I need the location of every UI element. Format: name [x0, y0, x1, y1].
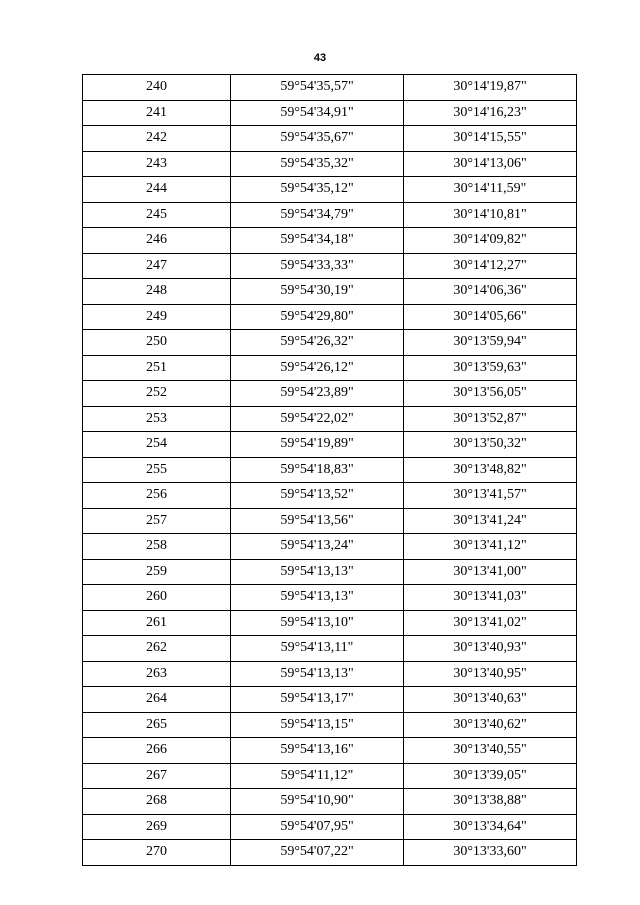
table-row [83, 304, 577, 330]
table-row [83, 126, 577, 152]
table-row [83, 100, 577, 126]
point-number-cell: 267 [83, 763, 231, 789]
longitude-cell: 30°13'40,93" [404, 636, 577, 662]
point-number-cell: 261 [83, 610, 231, 636]
longitude-cell: 30°13'39,05" [404, 763, 577, 789]
longitude-cell: 30°14'11,59" [404, 177, 577, 203]
longitude-cell: 30°14'05,66" [404, 304, 577, 330]
longitude-cell: 30°14'16,23" [404, 100, 577, 126]
table-row [83, 75, 577, 101]
table-row [83, 355, 577, 381]
latitude-cell: 59°54'10,90" [231, 789, 404, 815]
point-number-cell: 250 [83, 330, 231, 356]
longitude-cell: 30°13'59,94" [404, 330, 577, 356]
table-row [83, 177, 577, 203]
latitude-cell: 59°54'13,15" [231, 712, 404, 738]
latitude-cell: 59°54'13,17" [231, 687, 404, 713]
table-row [83, 712, 577, 738]
point-number-cell: 270 [83, 840, 231, 866]
table-row [83, 151, 577, 177]
table-row [83, 763, 577, 789]
point-number-cell: 258 [83, 534, 231, 560]
coordinates-table-body [83, 75, 577, 866]
point-number-cell: 243 [83, 151, 231, 177]
longitude-cell: 30°13'41,12" [404, 534, 577, 560]
point-number-cell: 253 [83, 406, 231, 432]
table-row [83, 585, 577, 611]
point-number-cell: 249 [83, 304, 231, 330]
point-number-cell: 260 [83, 585, 231, 611]
table-row [83, 330, 577, 356]
longitude-cell: 30°13'40,55" [404, 738, 577, 764]
point-number-cell: 245 [83, 202, 231, 228]
longitude-cell: 30°13'40,95" [404, 661, 577, 687]
latitude-cell: 59°54'34,18" [231, 228, 404, 254]
latitude-cell: 59°54'18,83" [231, 457, 404, 483]
latitude-cell: 59°54'13,11" [231, 636, 404, 662]
point-number-cell: 264 [83, 687, 231, 713]
table-row [83, 228, 577, 254]
point-number-cell: 268 [83, 789, 231, 815]
latitude-cell: 59°54'29,80" [231, 304, 404, 330]
latitude-cell: 59°54'26,12" [231, 355, 404, 381]
point-number-cell: 255 [83, 457, 231, 483]
longitude-cell: 30°13'34,64" [404, 814, 577, 840]
latitude-cell: 59°54'13,10" [231, 610, 404, 636]
latitude-cell: 59°54'13,13" [231, 559, 404, 585]
longitude-cell: 30°14'10,81" [404, 202, 577, 228]
latitude-cell: 59°54'35,57" [231, 75, 404, 101]
point-number-cell: 263 [83, 661, 231, 687]
latitude-cell: 59°54'19,89" [231, 432, 404, 458]
latitude-cell: 59°54'11,12" [231, 763, 404, 789]
table-row [83, 610, 577, 636]
longitude-cell: 30°13'40,62" [404, 712, 577, 738]
table-row [83, 789, 577, 815]
point-number-cell: 247 [83, 253, 231, 279]
table-row [83, 636, 577, 662]
point-number-cell: 259 [83, 559, 231, 585]
latitude-cell: 59°54'35,32" [231, 151, 404, 177]
point-number-cell: 262 [83, 636, 231, 662]
table-row [83, 687, 577, 713]
latitude-cell: 59°54'34,91" [231, 100, 404, 126]
longitude-cell: 30°13'48,82" [404, 457, 577, 483]
latitude-cell: 59°54'33,33" [231, 253, 404, 279]
longitude-cell: 30°13'41,03" [404, 585, 577, 611]
latitude-cell: 59°54'23,89" [231, 381, 404, 407]
latitude-cell: 59°54'34,79" [231, 202, 404, 228]
latitude-cell: 59°54'35,67" [231, 126, 404, 152]
point-number-cell: 257 [83, 508, 231, 534]
table-row [83, 279, 577, 305]
longitude-cell: 30°13'33,60" [404, 840, 577, 866]
point-number-cell: 241 [83, 100, 231, 126]
latitude-cell: 59°54'13,24" [231, 534, 404, 560]
table-row [83, 738, 577, 764]
table-row [83, 661, 577, 687]
latitude-cell: 59°54'13,52" [231, 483, 404, 509]
point-number-cell: 254 [83, 432, 231, 458]
longitude-cell: 30°14'06,36" [404, 279, 577, 305]
point-number-cell: 269 [83, 814, 231, 840]
table-row [83, 534, 577, 560]
longitude-cell: 30°13'41,57" [404, 483, 577, 509]
longitude-cell: 30°13'56,05" [404, 381, 577, 407]
latitude-cell: 59°54'13,13" [231, 585, 404, 611]
table-row [83, 840, 577, 866]
table-row [83, 457, 577, 483]
latitude-cell: 59°54'07,22" [231, 840, 404, 866]
latitude-cell: 59°54'22,02" [231, 406, 404, 432]
longitude-cell: 30°14'12,27" [404, 253, 577, 279]
point-number-cell: 242 [83, 126, 231, 152]
latitude-cell: 59°54'35,12" [231, 177, 404, 203]
longitude-cell: 30°13'59,63" [404, 355, 577, 381]
longitude-cell: 30°14'09,82" [404, 228, 577, 254]
latitude-cell: 59°54'26,32" [231, 330, 404, 356]
point-number-cell: 256 [83, 483, 231, 509]
latitude-cell: 59°54'13,56" [231, 508, 404, 534]
longitude-cell: 30°13'38,88" [404, 789, 577, 815]
page-number: 43 [313, 52, 327, 64]
point-number-cell: 246 [83, 228, 231, 254]
table-row [83, 406, 577, 432]
point-number-cell: 251 [83, 355, 231, 381]
longitude-cell: 30°13'52,87" [404, 406, 577, 432]
table-row [83, 814, 577, 840]
table-row [83, 202, 577, 228]
latitude-cell: 59°54'13,16" [231, 738, 404, 764]
longitude-cell: 30°13'41,02" [404, 610, 577, 636]
point-number-cell: 252 [83, 381, 231, 407]
table-row [83, 381, 577, 407]
longitude-cell: 30°13'40,63" [404, 687, 577, 713]
point-number-cell: 248 [83, 279, 231, 305]
longitude-cell: 30°14'15,55" [404, 126, 577, 152]
coordinates-table [82, 74, 577, 866]
table-row [83, 508, 577, 534]
point-number-cell: 266 [83, 738, 231, 764]
longitude-cell: 30°13'50,32" [404, 432, 577, 458]
longitude-cell: 30°13'41,24" [404, 508, 577, 534]
table-row [83, 253, 577, 279]
latitude-cell: 59°54'13,13" [231, 661, 404, 687]
point-number-cell: 244 [83, 177, 231, 203]
latitude-cell: 59°54'30,19" [231, 279, 404, 305]
point-number-cell: 240 [83, 75, 231, 101]
table-row [83, 432, 577, 458]
table-row [83, 559, 577, 585]
longitude-cell: 30°13'41,00" [404, 559, 577, 585]
latitude-cell: 59°54'07,95" [231, 814, 404, 840]
longitude-cell: 30°14'13,06" [404, 151, 577, 177]
longitude-cell: 30°14'19,87" [404, 75, 577, 101]
point-number-cell: 265 [83, 712, 231, 738]
table-row [83, 483, 577, 509]
